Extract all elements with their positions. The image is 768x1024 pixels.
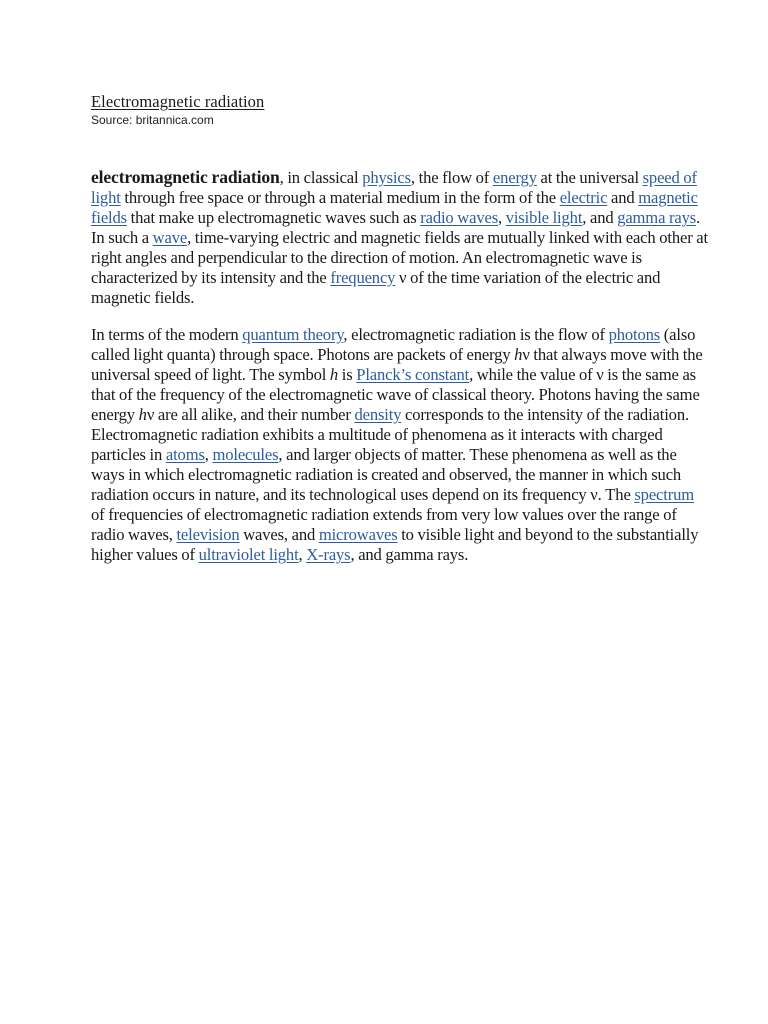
link-gamma-rays[interactable]: gamma rays xyxy=(617,208,697,227)
link-atoms[interactable]: atoms xyxy=(165,445,205,464)
link-magnetic-fields[interactable]: magnetic fields xyxy=(91,188,698,227)
link-plancks-constant[interactable]: Planck’s constant xyxy=(356,365,470,384)
link-molecules[interactable]: molecules xyxy=(212,445,279,464)
document-source: Source: britannica.com xyxy=(91,113,214,127)
link-ultraviolet-light[interactable]: ultraviolet light xyxy=(198,545,299,564)
paragraph-1: electromagnetic radiation, in classical physics, the flow of energy at the universal speed of light through free space or through a material medium in the form of the electric and magnetic fields that make up electromagnetic waves such as radio waves, visible light, and gamma rays. In such a wave, time-varying electric and magnetic fields are mutually linked with each other at right angles and perpendicular to the direction of motion. An electromagnetic wave is characterized by its intensity and the frequency ν of the time variation of the electric and magnetic fields. xyxy=(91,167,708,307)
link-microwaves[interactable]: microwaves xyxy=(318,525,398,544)
paragraph-2: In terms of the modern quantum theory, electromagnetic radiation is the flow of photons (also called light quanta) through space. Photons are packets of energy hν that always move with the universal speed of light. The symbol h is Planck’s constant, while the value of ν is the same as that of the frequency of the electromagnetic wave of classical theory. Photons having the same energy hν are all alike, and their number density corresponds to the intensity of the radiation. Electromagnetic radiation exhibits a multitude of phenomena as it interacts with charged particles in atoms, molecules, and larger objects of matter. These phenomena as well as the ways in which electromagnetic radiation is created and observed, the manner in which such radiation occurs in nature, and its technological uses depend on its frequency ν. The spectrum of frequencies of electromagnetic radiation extends from very low values over the range of radio waves, television waves, and microwaves to visible light and beyond to the substantially higher values of ultraviolet light, X-rays, and gamma rays. xyxy=(91,325,703,564)
link-visible-light[interactable]: visible light xyxy=(505,208,583,227)
planck-symbol: h xyxy=(514,345,523,364)
link-x-rays[interactable]: X-rays xyxy=(306,545,351,564)
link-wave[interactable]: wave xyxy=(152,228,188,247)
link-energy[interactable]: energy xyxy=(492,168,537,187)
link-spectrum[interactable]: spectrum xyxy=(634,485,694,504)
planck-symbol: h xyxy=(138,405,147,424)
lead-term: electromagnetic radiation xyxy=(91,167,280,187)
link-density[interactable]: density xyxy=(354,405,402,424)
link-physics[interactable]: physics xyxy=(362,168,411,187)
link-television[interactable]: television xyxy=(176,525,240,544)
link-photons[interactable]: photons xyxy=(608,325,661,344)
link-radio-waves[interactable]: radio waves xyxy=(420,208,498,227)
link-electric[interactable]: electric xyxy=(559,188,608,207)
link-quantum-theory[interactable]: quantum theory xyxy=(242,325,344,344)
link-frequency[interactable]: frequency xyxy=(330,268,396,287)
document-title: Electromagnetic radiation xyxy=(91,92,265,111)
planck-symbol: h xyxy=(329,365,339,384)
link-speed-of-light[interactable]: speed of light xyxy=(91,168,697,207)
